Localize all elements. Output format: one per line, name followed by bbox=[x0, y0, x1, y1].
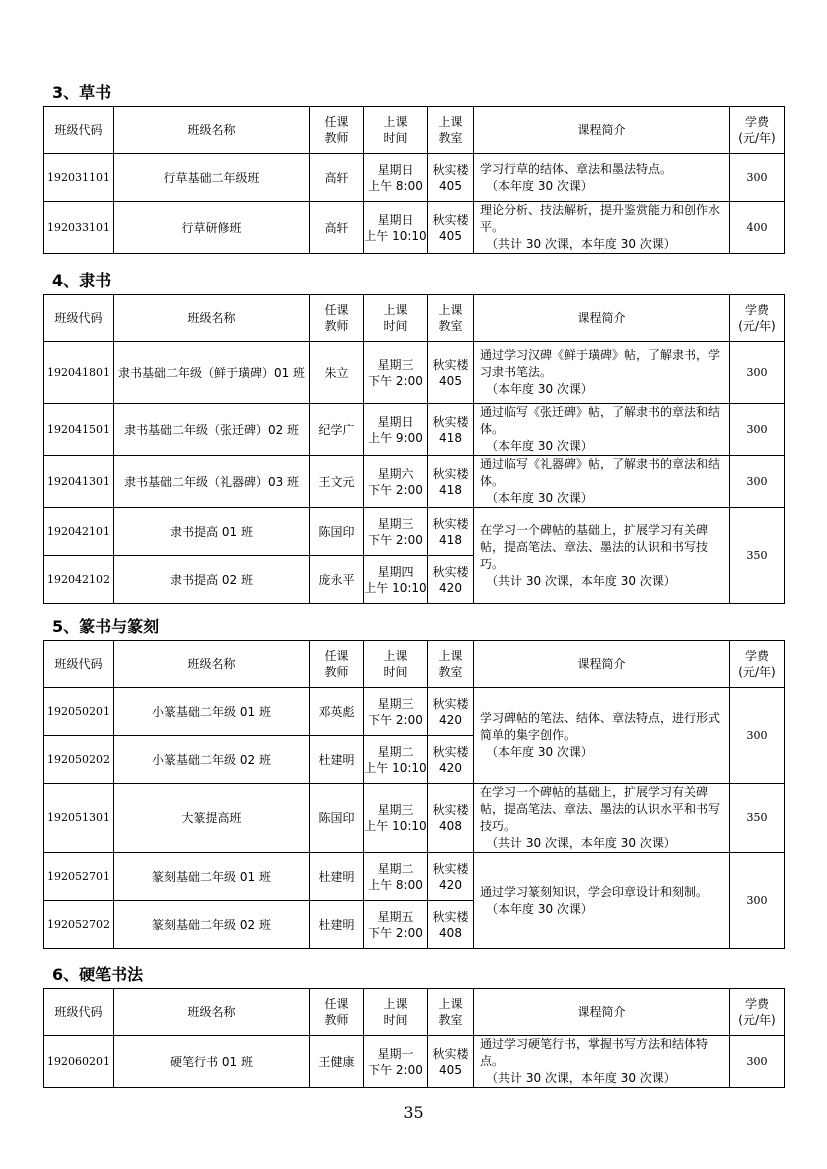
classroom: 秋实楼 408 bbox=[428, 784, 474, 853]
tuition-fee: 350 bbox=[730, 508, 785, 604]
class-code: 192052701 bbox=[44, 853, 114, 901]
section-title-seal-script: 5、篆书与篆刻 bbox=[52, 617, 160, 636]
class-code: 192041801 bbox=[44, 342, 114, 404]
header-teacher: 任课 教师 bbox=[310, 641, 364, 688]
table-row bbox=[44, 853, 785, 901]
table-row bbox=[44, 342, 785, 404]
classroom: 秋实楼 420 bbox=[428, 688, 474, 736]
header-code: 班级代码 bbox=[44, 295, 114, 342]
class-name: 隶书基础二年级（张迁碑）02 班 bbox=[114, 404, 310, 456]
class-name: 篆刻基础二年级 01 班 bbox=[114, 853, 310, 901]
class-name: 小篆基础二年级 01 班 bbox=[114, 688, 310, 736]
header-room: 上课 教室 bbox=[428, 107, 474, 154]
header-fee: 学费 (元/年) bbox=[730, 295, 785, 342]
class-name: 硬笔行书 01 班 bbox=[114, 1036, 310, 1088]
table-header-row bbox=[44, 295, 785, 342]
table-row bbox=[44, 1036, 785, 1088]
course-description: 在学习一个碑帖的基础上，扩展学习有关碑帖，提高笔法、章法、墨法的认识水平和书写技巧。 （共计 30 次课，本年度 30 次课） bbox=[474, 784, 730, 853]
teacher: 邓英彪 bbox=[310, 688, 364, 736]
header-teacher: 任课 教师 bbox=[310, 107, 364, 154]
course-description: 理论分析、技法解析，提升鉴赏能力和创作水平。 （共计 30 次课，本年度 30 次课） bbox=[474, 202, 730, 254]
tuition-fee: 300 bbox=[730, 688, 785, 784]
table-row bbox=[44, 404, 785, 456]
course-description: 学习行草的结体、章法和墨法特点。 （本年度 30 次课） bbox=[474, 154, 730, 202]
table-row bbox=[44, 456, 785, 508]
class-code: 192033101 bbox=[44, 202, 114, 254]
class-name: 隶书提高 01 班 bbox=[114, 508, 310, 556]
classroom: 秋实楼 420 bbox=[428, 736, 474, 784]
class-code: 192052702 bbox=[44, 901, 114, 949]
header-room: 上课 教室 bbox=[428, 989, 474, 1036]
header-time: 上课 时间 bbox=[364, 641, 428, 688]
header-room: 上课 教室 bbox=[428, 295, 474, 342]
class-code: 192042102 bbox=[44, 556, 114, 604]
classroom: 秋实楼 405 bbox=[428, 1036, 474, 1088]
tuition-fee: 300 bbox=[730, 404, 785, 456]
header-code: 班级代码 bbox=[44, 107, 114, 154]
course-table-cursive bbox=[43, 106, 785, 254]
teacher: 王健康 bbox=[310, 1036, 364, 1088]
tuition-fee: 300 bbox=[730, 342, 785, 404]
class-code: 192041501 bbox=[44, 404, 114, 456]
teacher: 杜建明 bbox=[310, 901, 364, 949]
classroom: 秋实楼 405 bbox=[428, 342, 474, 404]
class-time: 星期日 上午 10:10 bbox=[364, 202, 428, 254]
tuition-fee: 300 bbox=[730, 456, 785, 508]
classroom: 秋实楼 405 bbox=[428, 154, 474, 202]
class-time: 星期二 上午 10:10 bbox=[364, 736, 428, 784]
class-time: 星期三 下午 2:00 bbox=[364, 688, 428, 736]
course-description: 通过学习硬笔行书，掌握书写方法和结体特点。 （共计 30 次课，本年度 30 次课） bbox=[474, 1036, 730, 1088]
header-code: 班级代码 bbox=[44, 989, 114, 1036]
class-code: 192042101 bbox=[44, 508, 114, 556]
header-desc: 课程简介 bbox=[474, 295, 730, 342]
tuition-fee: 300 bbox=[730, 1036, 785, 1088]
course-description: 通过学习篆刻知识，学会印章设计和刻制。 （本年度 30 次课） bbox=[474, 853, 730, 949]
class-name: 行草基础二年级班 bbox=[114, 154, 310, 202]
header-desc: 课程简介 bbox=[474, 641, 730, 688]
class-name: 隶书基础二年级（鲜于璜碑）01 班 bbox=[114, 342, 310, 404]
teacher: 纪学广 bbox=[310, 404, 364, 456]
header-name: 班级名称 bbox=[114, 989, 310, 1036]
course-table-hard-pen bbox=[43, 988, 785, 1088]
header-name: 班级名称 bbox=[114, 295, 310, 342]
table-row bbox=[44, 508, 785, 556]
class-code: 192051301 bbox=[44, 784, 114, 853]
course-description: 学习碑帖的笔法、结体、章法特点，进行形式简单的集字创作。 （本年度 30 次课） bbox=[474, 688, 730, 784]
header-time: 上课 时间 bbox=[364, 989, 428, 1036]
classroom: 秋实楼 405 bbox=[428, 202, 474, 254]
page-number: 35 bbox=[403, 1103, 424, 1122]
teacher: 朱立 bbox=[310, 342, 364, 404]
teacher: 陈国印 bbox=[310, 508, 364, 556]
tuition-fee: 350 bbox=[730, 784, 785, 853]
classroom: 秋实楼 418 bbox=[428, 456, 474, 508]
class-time: 星期二 上午 8:00 bbox=[364, 853, 428, 901]
section-title-cursive: 3、草书 bbox=[52, 83, 112, 102]
table-row bbox=[44, 784, 785, 853]
classroom: 秋实楼 418 bbox=[428, 508, 474, 556]
teacher: 王文元 bbox=[310, 456, 364, 508]
class-name: 篆刻基础二年级 02 班 bbox=[114, 901, 310, 949]
tuition-fee: 300 bbox=[730, 154, 785, 202]
section-title-hard-pen: 6、硬笔书法 bbox=[52, 965, 144, 984]
header-teacher: 任课 教师 bbox=[310, 295, 364, 342]
classroom: 秋实楼 420 bbox=[428, 556, 474, 604]
course-table-clerical bbox=[43, 294, 785, 604]
table-header-row bbox=[44, 107, 785, 154]
class-code: 192041301 bbox=[44, 456, 114, 508]
class-time: 星期日 上午 8:00 bbox=[364, 154, 428, 202]
class-time: 星期六 下午 2:00 bbox=[364, 456, 428, 508]
header-time: 上课 时间 bbox=[364, 295, 428, 342]
class-time: 星期日 上午 9:00 bbox=[364, 404, 428, 456]
header-fee: 学费 (元/年) bbox=[730, 107, 785, 154]
header-code: 班级代码 bbox=[44, 641, 114, 688]
teacher: 杜建明 bbox=[310, 736, 364, 784]
teacher: 高轩 bbox=[310, 154, 364, 202]
header-teacher: 任课 教师 bbox=[310, 989, 364, 1036]
course-table-seal-script bbox=[43, 640, 785, 949]
class-name: 行草研修班 bbox=[114, 202, 310, 254]
teacher: 陈国印 bbox=[310, 784, 364, 853]
header-room: 上课 教室 bbox=[428, 641, 474, 688]
class-name: 隶书提高 02 班 bbox=[114, 556, 310, 604]
class-time: 星期三 下午 2:00 bbox=[364, 342, 428, 404]
course-description: 通过临写《礼器碑》帖，了解隶书的章法和结体。 （本年度 30 次课） bbox=[474, 456, 730, 508]
table-row bbox=[44, 154, 785, 202]
header-fee: 学费 (元/年) bbox=[730, 989, 785, 1036]
header-desc: 课程简介 bbox=[474, 989, 730, 1036]
table-header-row bbox=[44, 989, 785, 1036]
class-code: 192050202 bbox=[44, 736, 114, 784]
class-time: 星期一 下午 2:00 bbox=[364, 1036, 428, 1088]
table-row bbox=[44, 688, 785, 736]
tuition-fee: 400 bbox=[730, 202, 785, 254]
class-code: 192050201 bbox=[44, 688, 114, 736]
header-desc: 课程简介 bbox=[474, 107, 730, 154]
class-name: 隶书基础二年级（礼器碑）03 班 bbox=[114, 456, 310, 508]
class-time: 星期四 上午 10:10 bbox=[364, 556, 428, 604]
class-time: 星期三 下午 2:00 bbox=[364, 508, 428, 556]
table-row bbox=[44, 202, 785, 254]
course-description: 通过学习汉碑《鲜于璜碑》帖，了解隶书，学习隶书笔法。 （本年度 30 次课） bbox=[474, 342, 730, 404]
class-name: 小篆基础二年级 02 班 bbox=[114, 736, 310, 784]
class-time: 星期三 上午 10:10 bbox=[364, 784, 428, 853]
section-title-clerical: 4、隶书 bbox=[52, 271, 112, 290]
course-description: 通过临写《张迁碑》帖，了解隶书的章法和结体。 （本年度 30 次课） bbox=[474, 404, 730, 456]
course-description: 在学习一个碑帖的基础上，扩展学习有关碑帖，提高笔法、章法、墨法的认识和书写技巧。 （共计 30 次课，本年度 30 次课） bbox=[474, 508, 730, 604]
header-name: 班级名称 bbox=[114, 641, 310, 688]
table-header-row bbox=[44, 641, 785, 688]
teacher: 高轩 bbox=[310, 202, 364, 254]
header-name: 班级名称 bbox=[114, 107, 310, 154]
class-code: 192060201 bbox=[44, 1036, 114, 1088]
header-time: 上课 时间 bbox=[364, 107, 428, 154]
class-code: 192031101 bbox=[44, 154, 114, 202]
class-name: 大篆提高班 bbox=[114, 784, 310, 853]
classroom: 秋实楼 418 bbox=[428, 404, 474, 456]
teacher: 杜建明 bbox=[310, 853, 364, 901]
header-fee: 学费 (元/年) bbox=[730, 641, 785, 688]
class-time: 星期五 下午 2:00 bbox=[364, 901, 428, 949]
tuition-fee: 300 bbox=[730, 853, 785, 949]
classroom: 秋实楼 408 bbox=[428, 901, 474, 949]
teacher: 庞永平 bbox=[310, 556, 364, 604]
classroom: 秋实楼 420 bbox=[428, 853, 474, 901]
